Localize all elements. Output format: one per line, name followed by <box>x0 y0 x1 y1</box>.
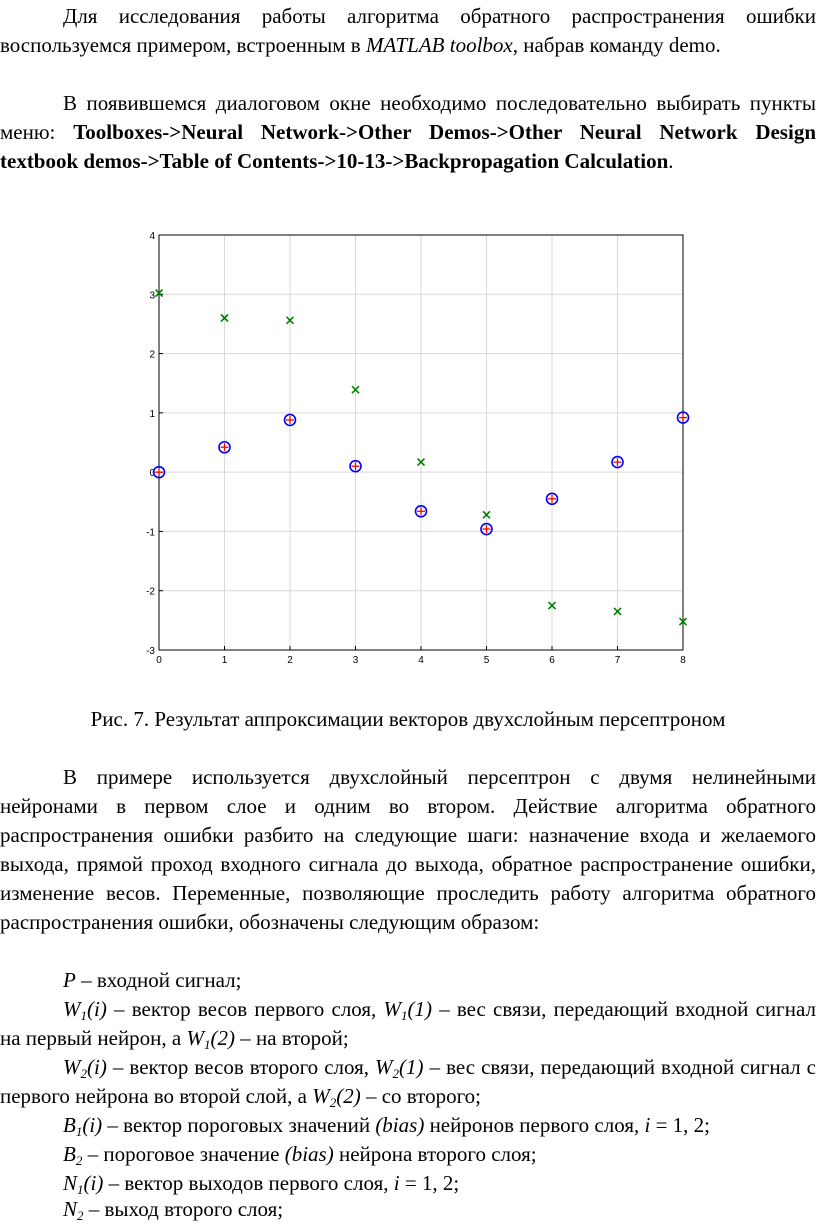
y-tick-label: 1 <box>149 408 155 420</box>
x-tick-label: 6 <box>549 655 555 666</box>
y-tick-label: 2 <box>149 349 155 361</box>
x-tick-label: 1 <box>221 655 228 666</box>
target-point <box>219 442 230 453</box>
target-point <box>154 467 165 478</box>
target-point <box>416 506 427 517</box>
y-tick-label: 3 <box>149 290 155 302</box>
figure-caption: Рис. 7. Результат аппроксимации векторов двухслойным персептроном <box>90 707 726 731</box>
target-point <box>547 493 558 504</box>
intro-paragraph-2: В появившемся диалоговом окне необходимо последовательно выбирать пункты меню: Toolboxes->Neural Network->Other Demos->Other Neural Network Design textbook demos->Table of Contents->10-13->Backpropagation Calculation. <box>0 91 816 173</box>
y-tick-label: 0 <box>149 468 155 480</box>
intro-paragraph-1: Для исследования работы алгоритма обратного распространения ошибки воспользуемся примером, встроенным в MATLAB toolbox, набрав команду demo. <box>0 4 816 57</box>
target-point <box>285 414 296 425</box>
definition-B1: $B_1(i)$ – вектор пороговых значений (bias) нейронов первого слоя, i = 1, 2; <box>63 1113 711 1139</box>
x-tick-label: 2 <box>287 655 293 666</box>
approximation-chart <box>140 228 700 678</box>
y-tick-label: 4 <box>149 231 155 242</box>
definition-B2: $B_2$ – пороговое значение (bias) нейрона второго слоя; <box>63 1142 537 1168</box>
target-point <box>481 524 492 535</box>
x-tick-label: 0 <box>156 655 162 666</box>
y-tick-label: -3 <box>146 646 155 657</box>
x-tick-label: 7 <box>614 655 621 666</box>
y-tick-label: -2 <box>146 586 155 598</box>
matlab-toolbox-term: MATLAB toolbox <box>365 33 513 57</box>
chart-ticks <box>146 231 686 666</box>
definition-N2: $N_2$ – выход второго слоя; <box>63 1197 284 1223</box>
x-tick-label: 5 <box>483 655 490 666</box>
target-point <box>612 457 623 468</box>
definition-N1: $N_1(i)$ – вектор выходов первого слоя, i = 1, 2; <box>63 1171 460 1197</box>
chart-grid <box>159 235 683 650</box>
menu-path: Toolboxes->Neural Network->Other Demos->Other Neural Network Design textbook demos->Table of Contents->10-13->Backpropagation Calculation <box>0 120 816 173</box>
target-point <box>678 412 689 423</box>
x-tick-label: 8 <box>680 655 686 666</box>
body-paragraph: В примере используется двухслойный персептрон с двумя нелинейными нейронами в первом слое и одним во втором. Действие алгоритма обратного распространения ошибки разбито на следующие шаги: назначение входа и желаемого выхода, прямой проход входного сигнала до выхода, обратное распространение ошибки, изменение весов. Переменные, позволяющие проследить работу алгоритма обратного распространения ошибки, обозначены следующим образом: <box>0 765 816 934</box>
x-tick-label: 3 <box>352 655 359 666</box>
definition-W1: $W_1(i)$ – вектор весов первого слоя, $W_1(1)$ – вес связи, передающий входной сигнал на первый нейрон, а $W_1(2)$ – на второй; <box>0 997 816 1052</box>
definition-P: P – входной сигнал; <box>63 968 242 992</box>
definition-W2: $W_2(i)$ – вектор весов второго слоя, $W_2(1)$ – вес связи, передающий входной сигнал с первого нейрона во второй слой, а $W_2(2)$ – со второго; <box>0 1055 816 1110</box>
x-tick-label: 4 <box>418 655 424 666</box>
target-point <box>350 461 361 472</box>
y-tick-label: -1 <box>146 527 155 539</box>
